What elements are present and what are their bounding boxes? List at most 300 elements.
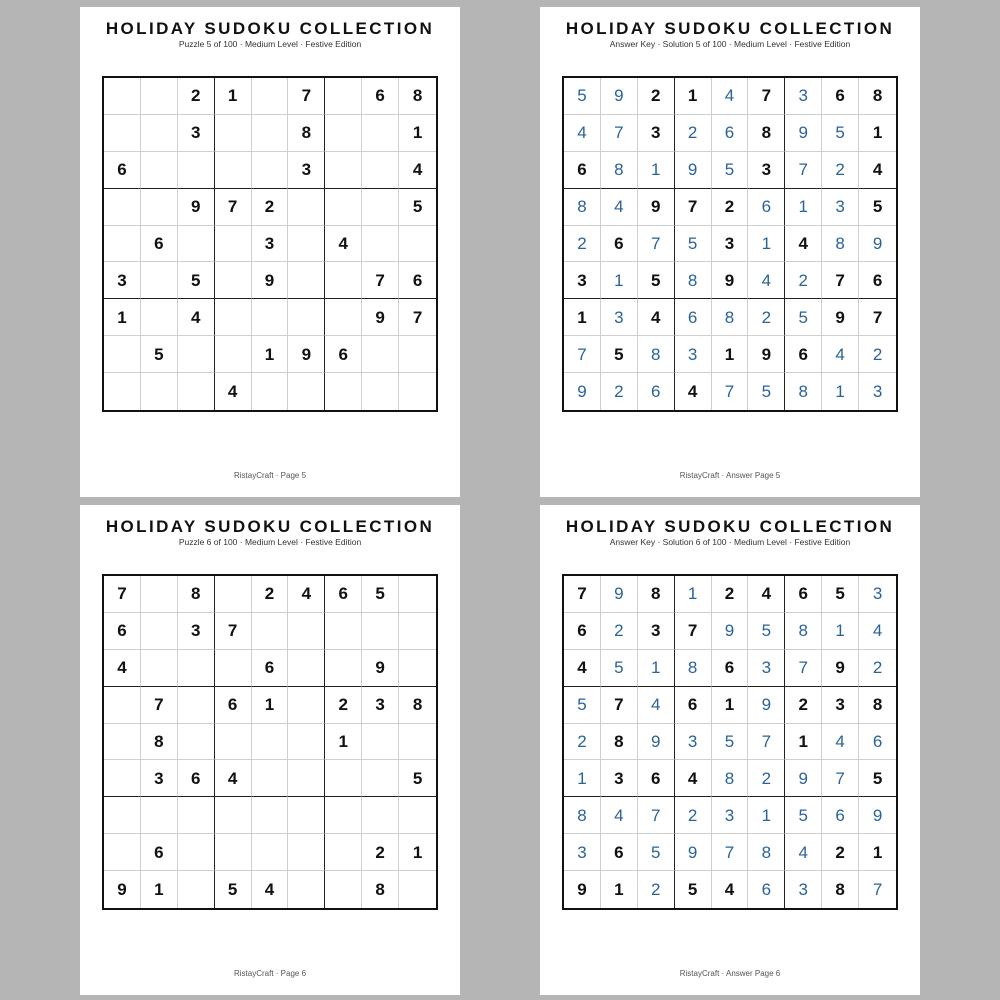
sudoku-cell-r1c5: 2: [252, 576, 289, 613]
sudoku-cell-r8c6: 9: [288, 336, 325, 373]
sudoku-cell-r2c7: 9: [785, 115, 822, 152]
sudoku-cell-r7c3: 4: [638, 299, 675, 336]
sudoku-cell-r7c1: 1: [564, 299, 601, 336]
sudoku-cell-r2c9: 4: [859, 613, 896, 650]
sudoku-cell-r5c7: 1: [785, 724, 822, 761]
sudoku-cell-r8c8: 2: [362, 834, 399, 871]
sudoku-cell-r8c8: 2: [822, 834, 859, 871]
sudoku-cell-r3c4: [215, 152, 252, 189]
sudoku-cell-r8c5: 7: [712, 834, 749, 871]
sudoku-cell-r3c6: 3: [748, 650, 785, 687]
sudoku-cell-r2c5: [252, 613, 289, 650]
sudoku-cell-r4c7: [325, 189, 362, 226]
sudoku-cell-r9c8: [362, 373, 399, 410]
sudoku-cell-r3c9: 4: [859, 152, 896, 189]
sudoku-cell-r6c9: 6: [399, 262, 436, 299]
sudoku-cell-r7c2: [141, 797, 178, 834]
sudoku-cell-r5c1: [104, 724, 141, 761]
sudoku-cell-r6c9: 6: [859, 262, 896, 299]
sudoku-cell-r6c5: 9: [712, 262, 749, 299]
sudoku-cell-r8c9: 1: [399, 834, 436, 871]
sudoku-cell-r9c7: 8: [785, 373, 822, 410]
page-footer: RistayCraft · Answer Page 5: [679, 471, 781, 480]
sudoku-cell-r2c4: 2: [675, 115, 712, 152]
sudoku-cell-r1c9: 8: [859, 78, 896, 115]
sudoku-cell-r7c2: 3: [601, 299, 638, 336]
sudoku-cell-r7c4: 2: [675, 797, 712, 834]
sudoku-cell-r5c2: 6: [601, 226, 638, 263]
sudoku-cell-r8c5: [252, 834, 289, 871]
sudoku-cell-r1c7: 6: [325, 576, 362, 613]
sudoku-cell-r7c9: 7: [399, 299, 436, 336]
sudoku-cell-r8c7: 6: [325, 336, 362, 373]
sudoku-cell-r3c8: 2: [822, 152, 859, 189]
sudoku-cell-r2c2: 2: [601, 613, 638, 650]
puzzle-page-6: [80, 505, 460, 995]
sudoku-cell-r5c4: [215, 724, 252, 761]
sudoku-cell-r7c1: 8: [564, 797, 601, 834]
sudoku-cell-r4c6: [288, 687, 325, 724]
sudoku-cell-r9c8: 8: [362, 871, 399, 908]
sudoku-cell-r1c7: [325, 78, 362, 115]
sudoku-cell-r3c5: [252, 152, 289, 189]
sudoku-cell-r1c3: 2: [638, 78, 675, 115]
sudoku-cell-r8c9: 2: [859, 336, 896, 373]
sudoku-cell-r7c6: [288, 299, 325, 336]
sudoku-cell-r5c9: [399, 226, 436, 263]
sudoku-cell-r6c8: [362, 760, 399, 797]
sudoku-cell-r5c1: 2: [564, 724, 601, 761]
sudoku-cell-r9c9: [399, 871, 436, 908]
sudoku-cell-r9c2: 1: [601, 871, 638, 908]
sudoku-cell-r4c9: 5: [399, 189, 436, 226]
sudoku-cell-r6c8: 7: [822, 760, 859, 797]
sudoku-cell-r9c3: [178, 871, 215, 908]
page-subtitle: Puzzle 6 of 100 · Medium Level · Festive Edition: [178, 537, 362, 547]
sudoku-cell-r7c7: 5: [785, 299, 822, 336]
sudoku-cell-r6c2: 3: [141, 760, 178, 797]
sudoku-cell-r2c2: 7: [601, 115, 638, 152]
sudoku-cell-r3c8: 9: [362, 650, 399, 687]
sudoku-cell-r5c6: 1: [748, 226, 785, 263]
sudoku-cell-r6c5: 8: [712, 760, 749, 797]
sudoku-cell-r8c4: 9: [675, 834, 712, 871]
sudoku-cell-r1c4: 1: [675, 576, 712, 613]
sudoku-cell-r5c4: 5: [675, 226, 712, 263]
sudoku-cell-r1c4: 1: [675, 78, 712, 115]
sudoku-cell-r4c5: 1: [252, 687, 289, 724]
sudoku-cell-r4c2: [141, 189, 178, 226]
sudoku-cell-r9c4: 4: [675, 373, 712, 410]
sudoku-cell-r3c8: [362, 152, 399, 189]
sudoku-cell-r4c4: 7: [215, 189, 252, 226]
sudoku-cell-r5c6: 7: [748, 724, 785, 761]
sudoku-cell-r7c7: [325, 299, 362, 336]
sudoku-cell-r8c3: 8: [638, 336, 675, 373]
sudoku-grid: [102, 574, 438, 910]
sudoku-cell-r4c6: [288, 189, 325, 226]
sudoku-cell-r5c5: 5: [712, 724, 749, 761]
sudoku-cell-r7c4: [215, 299, 252, 336]
sudoku-cell-r5c4: [215, 226, 252, 263]
sudoku-cell-r1c2: 9: [601, 78, 638, 115]
sudoku-cell-r7c8: [362, 797, 399, 834]
sudoku-cell-r2c1: [104, 115, 141, 152]
sudoku-cell-r9c2: 1: [141, 871, 178, 908]
sudoku-cell-r7c8: 6: [822, 797, 859, 834]
page-title: HOLIDAY SUDOKU COLLECTION: [565, 517, 895, 536]
sudoku-cell-r8c9: 1: [859, 834, 896, 871]
sudoku-cell-r2c4: 7: [675, 613, 712, 650]
sudoku-cell-r9c6: [288, 871, 325, 908]
sudoku-cell-r5c9: 9: [859, 226, 896, 263]
sudoku-cell-r3c2: 5: [601, 650, 638, 687]
sudoku-cell-r2c3: 3: [638, 613, 675, 650]
sudoku-cell-r1c1: 7: [104, 576, 141, 613]
sudoku-cell-r1c9: 8: [399, 78, 436, 115]
sudoku-cell-r3c1: 6: [564, 152, 601, 189]
sudoku-cell-r4c8: [362, 189, 399, 226]
sudoku-cell-r3c4: 8: [675, 650, 712, 687]
sudoku-cell-r7c6: [288, 797, 325, 834]
sudoku-cell-r9c2: [141, 373, 178, 410]
sudoku-cell-r1c6: 7: [748, 78, 785, 115]
sudoku-cell-r2c6: [288, 613, 325, 650]
sudoku-cell-r7c5: 3: [712, 797, 749, 834]
sudoku-cell-r8c1: [104, 834, 141, 871]
sudoku-cell-r1c9: 3: [859, 576, 896, 613]
sudoku-cell-r5c7: 4: [325, 226, 362, 263]
sudoku-cell-r4c4: 6: [215, 687, 252, 724]
sudoku-cell-r2c7: [325, 115, 362, 152]
sudoku-cell-r1c5: [252, 78, 289, 115]
sudoku-cell-r2c9: 1: [399, 115, 436, 152]
sudoku-cell-r9c6: 6: [748, 871, 785, 908]
sudoku-cell-r7c4: [215, 797, 252, 834]
sudoku-cell-r8c8: [362, 336, 399, 373]
answer-page-5: [540, 7, 920, 497]
sudoku-cell-r9c4: 5: [675, 871, 712, 908]
sudoku-cell-r3c2: 8: [601, 152, 638, 189]
sudoku-cell-r1c8: 5: [362, 576, 399, 613]
sudoku-cell-r3c8: 9: [822, 650, 859, 687]
sudoku-cell-r5c3: 9: [638, 724, 675, 761]
sudoku-cell-r3c6: 3: [288, 152, 325, 189]
sudoku-cell-r3c7: 7: [785, 152, 822, 189]
sudoku-cell-r5c8: [362, 226, 399, 263]
sudoku-cell-r1c7: 6: [785, 576, 822, 613]
sudoku-cell-r4c3: [178, 687, 215, 724]
sudoku-cell-r3c5: 6: [712, 650, 749, 687]
sudoku-cell-r3c3: 1: [638, 152, 675, 189]
sudoku-cell-r9c5: 7: [712, 373, 749, 410]
sudoku-cell-r8c1: 3: [564, 834, 601, 871]
sudoku-cell-r7c3: 4: [178, 299, 215, 336]
sudoku-cell-r8c3: [178, 336, 215, 373]
sudoku-cell-r6c8: 7: [822, 262, 859, 299]
sudoku-cell-r1c8: 6: [822, 78, 859, 115]
page-footer: RistayCraft · Answer Page 6: [679, 969, 781, 978]
sudoku-cell-r4c8: 3: [362, 687, 399, 724]
sudoku-cell-r9c1: 9: [104, 871, 141, 908]
sudoku-cell-r3c4: 9: [675, 152, 712, 189]
sudoku-cell-r3c1: 4: [564, 650, 601, 687]
sudoku-cell-r1c5: 2: [712, 576, 749, 613]
sudoku-cell-r3c9: 2: [859, 650, 896, 687]
sudoku-cell-r8c4: 3: [675, 336, 712, 373]
sudoku-cell-r4c6: 9: [748, 687, 785, 724]
sudoku-cell-r5c5: 3: [252, 226, 289, 263]
sudoku-cell-r1c7: 3: [785, 78, 822, 115]
sudoku-cell-r2c3: 3: [178, 613, 215, 650]
sudoku-cell-r4c5: 2: [252, 189, 289, 226]
sudoku-cell-r8c2: 6: [601, 834, 638, 871]
sudoku-cell-r9c5: 4: [252, 871, 289, 908]
sudoku-cell-r4c1: 8: [564, 189, 601, 226]
puzzle-page-5: [80, 7, 460, 497]
sudoku-cell-r3c4: [215, 650, 252, 687]
sudoku-cell-r6c5: [252, 760, 289, 797]
sudoku-cell-r9c8: 8: [822, 871, 859, 908]
sudoku-cell-r1c9: [399, 576, 436, 613]
sudoku-cell-r9c9: [399, 373, 436, 410]
sudoku-cell-r7c5: [252, 299, 289, 336]
sudoku-cell-r8c7: 4: [785, 834, 822, 871]
sudoku-cell-r3c7: 7: [785, 650, 822, 687]
sudoku-cell-r8c5: 1: [712, 336, 749, 373]
sudoku-cell-r6c6: [288, 760, 325, 797]
sudoku-cell-r9c7: 3: [785, 871, 822, 908]
sudoku-cell-r4c7: 1: [785, 189, 822, 226]
sudoku-cell-r2c1: 6: [564, 613, 601, 650]
sudoku-cell-r4c5: 1: [712, 687, 749, 724]
sudoku-cell-r2c7: 8: [785, 613, 822, 650]
sudoku-cell-r9c4: 4: [215, 373, 252, 410]
sudoku-cell-r1c4: [215, 576, 252, 613]
sudoku-cell-r8c4: [215, 336, 252, 373]
sudoku-cell-r9c1: 9: [564, 373, 601, 410]
answer-page-6: [540, 505, 920, 995]
sudoku-cell-r5c4: 3: [675, 724, 712, 761]
sudoku-cell-r8c7: [325, 834, 362, 871]
sudoku-cell-r9c1: 9: [564, 871, 601, 908]
sudoku-cell-r2c9: [399, 613, 436, 650]
sudoku-cell-r5c6: [288, 226, 325, 263]
sudoku-cell-r3c3: 1: [638, 650, 675, 687]
sudoku-cell-r9c7: [325, 871, 362, 908]
sudoku-cell-r5c2: 6: [141, 226, 178, 263]
sudoku-cell-r7c9: [399, 797, 436, 834]
sudoku-cell-r4c7: 2: [325, 687, 362, 724]
sudoku-cell-r9c4: 5: [215, 871, 252, 908]
sudoku-cell-r5c8: [362, 724, 399, 761]
sudoku-cell-r3c9: [399, 650, 436, 687]
page-subtitle: Puzzle 5 of 100 · Medium Level · Festive Edition: [178, 39, 362, 49]
page-footer: RistayCraft · Page 5: [233, 471, 307, 480]
sudoku-cell-r4c1: [104, 687, 141, 724]
sudoku-cell-r5c1: [104, 226, 141, 263]
sudoku-cell-r1c2: [141, 78, 178, 115]
sudoku-cell-r7c5: 8: [712, 299, 749, 336]
sudoku-cell-r5c6: [288, 724, 325, 761]
sudoku-cell-r2c2: [141, 115, 178, 152]
sudoku-cell-r2c1: 4: [564, 115, 601, 152]
sudoku-cell-r6c7: [325, 760, 362, 797]
sudoku-solution-grid: [562, 76, 898, 412]
sudoku-cell-r6c4: 4: [215, 760, 252, 797]
sudoku-cell-r1c2: 9: [601, 576, 638, 613]
sudoku-cell-r6c1: [104, 760, 141, 797]
sudoku-cell-r9c1: [104, 373, 141, 410]
sudoku-cell-r6c2: 1: [601, 262, 638, 299]
sudoku-cell-r8c6: 9: [748, 336, 785, 373]
page-subtitle: Answer Key · Solution 5 of 100 · Medium Level · Festive Edition: [609, 39, 851, 49]
sudoku-cell-r2c8: 5: [822, 115, 859, 152]
sudoku-cell-r1c6: 4: [288, 576, 325, 613]
sudoku-cell-r2c5: 9: [712, 613, 749, 650]
sudoku-cell-r4c8: 3: [822, 189, 859, 226]
sudoku-cell-r2c6: 8: [748, 115, 785, 152]
sudoku-solution-grid: [562, 574, 898, 910]
sudoku-cell-r1c1: [104, 78, 141, 115]
sudoku-cell-r6c3: 6: [638, 760, 675, 797]
sudoku-cell-r6c4: 4: [675, 760, 712, 797]
sudoku-cell-r2c1: 6: [104, 613, 141, 650]
sudoku-cell-r4c1: [104, 189, 141, 226]
sudoku-cell-r6c6: 4: [748, 262, 785, 299]
sudoku-cell-r6c1: 3: [104, 262, 141, 299]
sudoku-cell-r2c6: 8: [288, 115, 325, 152]
sudoku-cell-r4c3: 4: [638, 687, 675, 724]
sudoku-cell-r9c5: [252, 373, 289, 410]
sudoku-cell-r6c6: [288, 262, 325, 299]
sudoku-cell-r9c3: [178, 373, 215, 410]
sudoku-cell-r2c8: [362, 613, 399, 650]
sudoku-cell-r1c4: 1: [215, 78, 252, 115]
sudoku-cell-r7c7: [325, 797, 362, 834]
sudoku-cell-r5c3: 7: [638, 226, 675, 263]
sudoku-cell-r6c3: 6: [178, 760, 215, 797]
sudoku-cell-r2c4: 7: [215, 613, 252, 650]
sudoku-cell-r6c7: 2: [785, 262, 822, 299]
sudoku-cell-r6c4: 8: [675, 262, 712, 299]
sudoku-cell-r4c3: 9: [178, 189, 215, 226]
sudoku-cell-r1c5: 4: [712, 78, 749, 115]
sudoku-cell-r7c1: [104, 797, 141, 834]
sudoku-cell-r5c2: 8: [141, 724, 178, 761]
sudoku-cell-r8c3: 5: [638, 834, 675, 871]
sudoku-cell-r5c5: 3: [712, 226, 749, 263]
sudoku-cell-r1c2: [141, 576, 178, 613]
sudoku-cell-r6c7: 9: [785, 760, 822, 797]
sudoku-cell-r8c3: [178, 834, 215, 871]
sudoku-cell-r2c3: 3: [638, 115, 675, 152]
sudoku-cell-r9c3: 6: [638, 373, 675, 410]
sudoku-cell-r3c7: [325, 650, 362, 687]
sudoku-cell-r9c6: [288, 373, 325, 410]
page-subtitle: Answer Key · Solution 6 of 100 · Medium Level · Festive Edition: [609, 537, 851, 547]
sudoku-cell-r4c1: 5: [564, 687, 601, 724]
sudoku-cell-r8c6: [288, 834, 325, 871]
sudoku-cell-r4c9: 8: [859, 687, 896, 724]
sudoku-cell-r7c8: 9: [362, 299, 399, 336]
page-title: HOLIDAY SUDOKU COLLECTION: [105, 19, 435, 38]
sudoku-cell-r7c1: 1: [104, 299, 141, 336]
sudoku-cell-r8c5: 1: [252, 336, 289, 373]
sudoku-cell-r6c1: 1: [564, 760, 601, 797]
sudoku-cell-r7c4: 6: [675, 299, 712, 336]
sudoku-cell-r1c3: 8: [638, 576, 675, 613]
sudoku-cell-r8c9: [399, 336, 436, 373]
sudoku-cell-r5c3: [178, 724, 215, 761]
sudoku-cell-r2c4: [215, 115, 252, 152]
sudoku-cell-r7c8: 9: [822, 299, 859, 336]
sudoku-cell-r7c2: 4: [601, 797, 638, 834]
sudoku-cell-r9c5: 4: [712, 871, 749, 908]
sudoku-cell-r4c9: 5: [859, 189, 896, 226]
sudoku-cell-r6c6: 2: [748, 760, 785, 797]
sudoku-cell-r1c3: 2: [178, 78, 215, 115]
sudoku-cell-r7c9: 7: [859, 299, 896, 336]
sudoku-cell-r1c8: 5: [822, 576, 859, 613]
sudoku-cell-r9c8: 1: [822, 373, 859, 410]
sudoku-cell-r2c8: [362, 115, 399, 152]
sudoku-cell-r5c5: [252, 724, 289, 761]
sudoku-cell-r6c5: 9: [252, 262, 289, 299]
sudoku-cell-r4c7: 2: [785, 687, 822, 724]
sudoku-cell-r3c6: [288, 650, 325, 687]
sudoku-cell-r4c2: 4: [601, 189, 638, 226]
sudoku-cell-r3c6: 3: [748, 152, 785, 189]
sudoku-cell-r6c8: 7: [362, 262, 399, 299]
sudoku-cell-r4c4: 6: [675, 687, 712, 724]
sudoku-cell-r1c1: 5: [564, 78, 601, 115]
sudoku-cell-r8c7: 6: [785, 336, 822, 373]
sudoku-cell-r3c9: 4: [399, 152, 436, 189]
sudoku-cell-r8c2: 5: [141, 336, 178, 373]
sudoku-cell-r5c7: 1: [325, 724, 362, 761]
sudoku-cell-r6c3: 5: [178, 262, 215, 299]
sudoku-cell-r5c2: 8: [601, 724, 638, 761]
sudoku-cell-r2c3: 3: [178, 115, 215, 152]
sudoku-cell-r9c9: 7: [872, 880, 883, 900]
sudoku-cell-r6c7: [325, 262, 362, 299]
sudoku-cell-r6c2: 3: [601, 760, 638, 797]
sudoku-cell-r5c3: [178, 226, 215, 263]
page-title: HOLIDAY SUDOKU COLLECTION: [565, 19, 895, 38]
sudoku-cell-r3c1: 4: [104, 650, 141, 687]
sudoku-cell-r3c3: [178, 152, 215, 189]
sudoku-grid: [102, 76, 438, 412]
sudoku-cell-r6c2: [141, 262, 178, 299]
sudoku-cell-r4c4: 7: [675, 189, 712, 226]
sudoku-cell-r2c9: 1: [859, 115, 896, 152]
sudoku-cell-r2c5: 6: [712, 115, 749, 152]
sudoku-cell-r5c8: 8: [822, 226, 859, 263]
sudoku-cell-r2c8: 1: [822, 613, 859, 650]
sudoku-cell-r5c7: 4: [785, 226, 822, 263]
sudoku-cell-r5c8: 4: [822, 724, 859, 761]
sudoku-cell-r8c6: 8: [748, 834, 785, 871]
sudoku-cell-r8c2: 6: [141, 834, 178, 871]
sudoku-cell-r9c2: 2: [601, 373, 638, 410]
sudoku-cell-r3c2: [141, 152, 178, 189]
sudoku-cell-r4c9: 8: [399, 687, 436, 724]
sudoku-cell-r6c9: 5: [399, 760, 436, 797]
page-title: HOLIDAY SUDOKU COLLECTION: [105, 517, 435, 536]
sudoku-cell-r2c2: [141, 613, 178, 650]
sudoku-cell-r3c1: 6: [104, 152, 141, 189]
